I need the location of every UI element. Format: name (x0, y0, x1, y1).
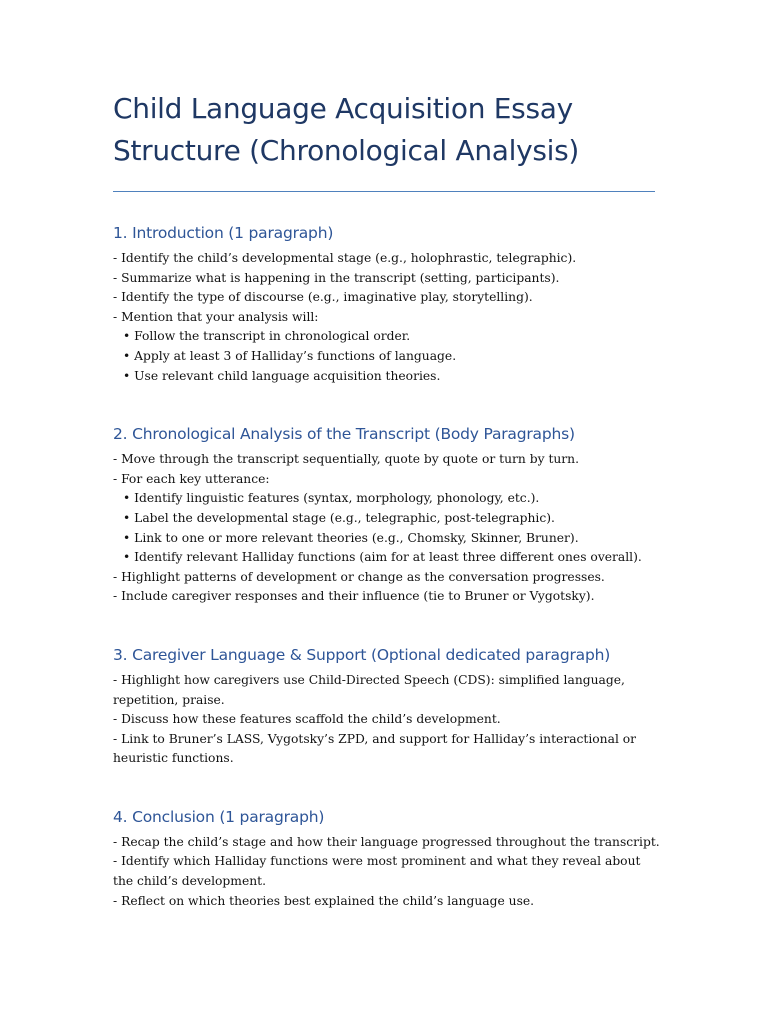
section-heading: 4. Conclusion (1 paragraph) (113, 807, 325, 826)
section-chronological-analysis (113, 423, 657, 607)
sub-list-item: • Use relevant child language acquisition theories. (123, 368, 441, 383)
section-body (113, 833, 660, 911)
list-item: - Reflect on which theories best explained the child’s language use. (113, 893, 535, 908)
document-page (113, 88, 660, 911)
sub-list-item: • Identify relevant Halliday functions (aim for at least three different ones overall). (123, 550, 642, 565)
list-item: - Move through the transcript sequentially, quote by quote or turn by turn. (113, 452, 580, 467)
list-item: - Summarize what is happening in the transcript (setting, participants). (113, 270, 560, 285)
list-item: - Highlight how caregivers use Child-Directed Speech (CDS): simplified language, repetition, praise. (113, 672, 625, 707)
list-item: - Mention that your analysis will: (113, 309, 319, 324)
section-heading: 2. Chronological Analysis of the Transcript (Body Paragraphs) (113, 425, 575, 444)
section-heading: 3. Caregiver Language & Support (Optional dedicated paragraph) (113, 645, 611, 664)
sub-list-item: • Link to one or more relevant theories (e.g., Chomsky, Skinner, Bruner). (123, 530, 579, 545)
list-item: - Link to Bruner’s LASS, Vygotsky’s ZPD, and support for Halliday’s interactional or heuristic functions. (113, 731, 637, 766)
list-item: - Identify which Halliday functions were most prominent and what they reveal about the child’s development. (113, 854, 641, 889)
list-item: - Discuss how these features scaffold the child’s development. (113, 712, 501, 727)
list-item: - For each key utterance: (113, 471, 270, 486)
section-body (113, 450, 657, 607)
section-conclusion (113, 806, 660, 911)
sub-list-item: • Follow the transcript in chronological order. (123, 329, 411, 344)
list-item: - Recap the child’s stage and how their language progressed throughout the transcript. (113, 834, 660, 849)
section-introduction (113, 222, 657, 386)
document-title: Child Language Acquisition Essay Structure (Chronological Analysis) (113, 92, 580, 167)
list-item: - Identify the child’s developmental stage (e.g., holophrastic, telegraphic). (113, 251, 577, 265)
list-item: - Include caregiver responses and their influence (tie to Bruner or Vygotsky). (113, 589, 595, 604)
section-body (113, 671, 657, 769)
sub-list-item: • Apply at least 3 of Halliday’s functions of language. (123, 348, 457, 363)
list-item: - Highlight patterns of development or change as the conversation progresses. (113, 569, 605, 584)
sub-list-item: • Label the developmental stage (e.g., telegraphic, post-telegraphic). (123, 510, 555, 525)
section-body (113, 249, 657, 386)
title-divider (113, 191, 655, 192)
section-caregiver-language (113, 644, 657, 769)
sub-list-item: • Identify linguistic features (syntax, morphology, phonology, etc.). (123, 491, 540, 506)
section-heading: 1. Introduction (1 paragraph) (113, 224, 334, 242)
list-item: - Identify the type of discourse (e.g., imaginative play, storytelling). (113, 290, 533, 305)
